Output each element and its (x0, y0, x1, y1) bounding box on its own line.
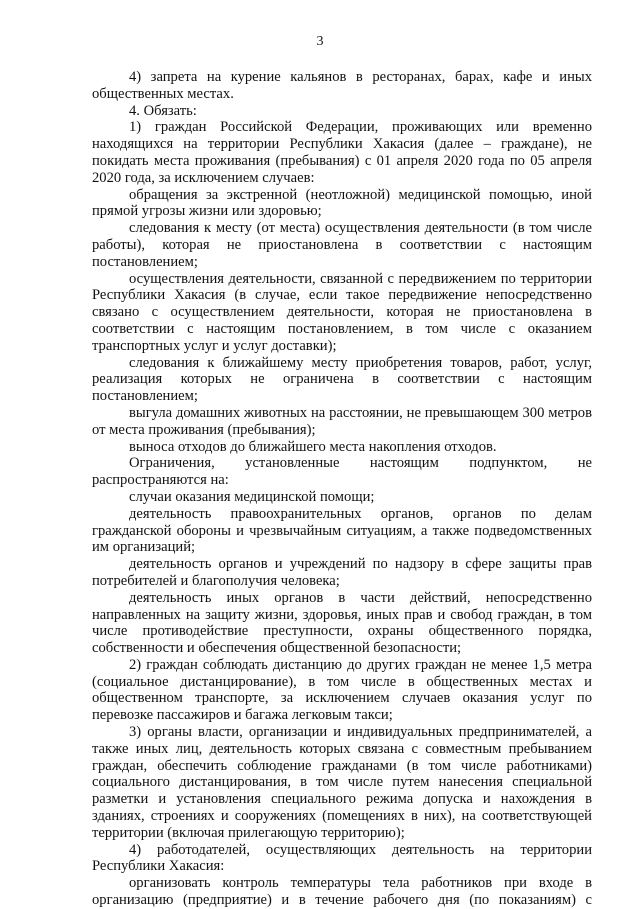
paragraph: 4) работодателей, осуществляющих деятельность на территории Республики Хакасия: (92, 841, 592, 875)
paragraph: деятельность органов и учреждений по надзору в сфере защиты прав потребителей и благополучия человека; (92, 556, 592, 589)
paragraph: 2) граждан соблюдать дистанцию до других граждан не менее 1,5 метра (социальное дистанцирование), в том числе в общественных местах и общественном транспорте, за исключением случаев оказания услуг по перевозке пассажиров и багажа легковым такси; (92, 656, 592, 724)
paragraph: деятельность правоохранительных органов, органов по делам гражданской обороны и чрезвычайным ситуациям, а также подведомственных им организаций; (92, 505, 592, 556)
paragraph: выгула домашних животных на расстоянии, не превышающем 300 метров от места проживания (пребывания); (92, 404, 592, 438)
page-number: 3 (316, 34, 324, 49)
paragraph: осуществления деятельности, связанной с передвижением по территории Республики Хакасия (в случае, если такое передвижение непосредственно связано с осуществлением деятельности, которая не приостановлена в соответствии с настоящим постановлением, в том числе с оказанием транспортных услуг и услуг доставки); (92, 270, 592, 354)
paragraph: 4. Обязать: (129, 102, 197, 119)
paragraph: 4) запрета на курение кальянов в ресторанах, барах, кафе и иных общественных местах. (92, 69, 592, 102)
paragraph: выноса отходов до ближайшего места накопления отходов. (129, 438, 497, 455)
paragraph: Ограничения, установленные настоящим подпунктом, не распространяются на: (92, 455, 592, 489)
paragraph: 1) граждан Российской Федерации, проживающих или временно находящихся на территории Республики Хакасия (далее – граждане), не покидать места проживания (пребывания) с 01 апреля 2020 года по 05 апреля 2020 года, за исключением случаев: (92, 119, 592, 186)
paragraph: организовать контроль температуры тела работников при входе в организацию (предприятие) и в течение рабочего дня (по показаниям) с (92, 875, 592, 909)
paragraph: следования к ближайшему месту приобретения товаров, работ, услуг, реализация которых не ограничена в соответствии с настоящим постановлением; (92, 354, 592, 405)
paragraph: обращения за экстренной (неотложной) медицинской помощью, иной прямой угрозы жизни или здоровью; (92, 186, 592, 220)
document-body (92, 69, 592, 909)
paragraph: деятельность иных органов в части действий, непосредственно направленных на защиту жизни, здоровья, иных прав и свобод граждан, в том числе противодействие преступности, охраны общественного порядка, собственности и обеспечения общественной безопасности; (92, 589, 592, 657)
paragraph: следования к месту (от места) осуществления деятельности (в том числе работы), которая не приостановлена в соответствии с настоящим постановлением; (92, 220, 592, 270)
paragraph: случаи оказания медицинской помощи; (129, 488, 375, 505)
paragraph: 3) органы власти, организации и индивидуальных предпринимателей, а также иных лиц, деятельность которых связана с совместным пребыванием граждан, обеспечить соблюдение гражданами (в том числе работниками) социального дистанцирования, в том числе путем нанесения специальной разметки и установления специального режима допуска и нахождения в зданиях, строениях и сооружениях (помещениях в них), на соответствующей территории (включая прилегающую территорию); (92, 724, 592, 841)
